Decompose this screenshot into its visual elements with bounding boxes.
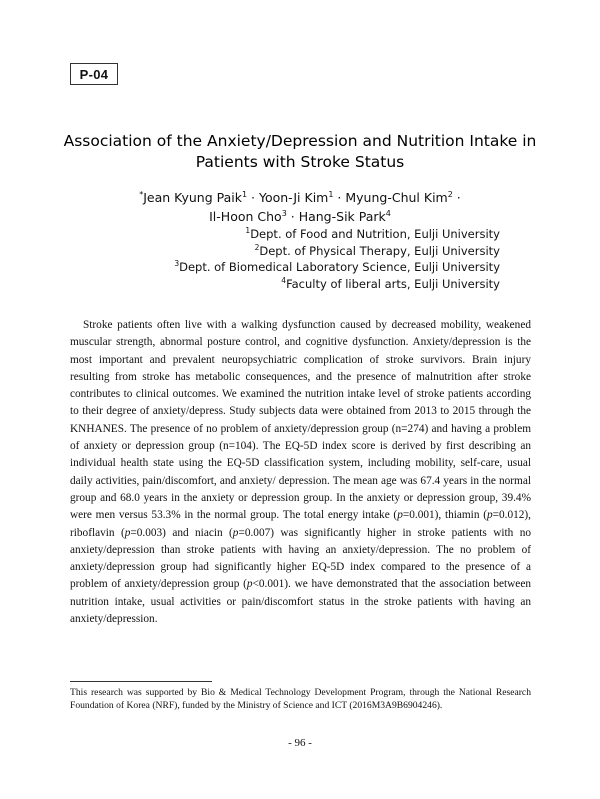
title-line-1: Association of the Anxiety/Depression and Nutrition Intake in (63, 132, 537, 150)
author-separator: · (452, 190, 461, 205)
funding-footnote: This research was supported by Bio & Medical Technology Development Program, through the National Research Foundation of Korea (NRF), funded by the Ministry of Science and ICT (2016M3A9B6904246). (70, 687, 531, 711)
author-name: Yoon-Ji Kim (258, 190, 329, 205)
corresponding-mark: * (139, 189, 144, 199)
affiliation-item: $^2$Dept. of Physical Therapy, Eulji University (254, 242, 500, 258)
author-name: Il-Hoon Cho (209, 209, 282, 224)
author-line-1 (100, 188, 500, 207)
poster-code-badge: P-04 (70, 63, 118, 85)
author-affiliation-sup: 4 (385, 208, 391, 218)
footnote-divider (70, 681, 212, 682)
author-list (100, 188, 500, 226)
title-line-2: Patients with Stroke Status (195, 153, 405, 171)
page-number: - 96 - (288, 737, 312, 749)
author-name: Jean Kyung Paik (143, 190, 242, 205)
affiliation-item: $^1$Dept. of Food and Nutrition, Eulji University (245, 226, 500, 241)
author-affiliation-sup: 3 (281, 208, 287, 218)
author-separator: · (333, 190, 346, 205)
author-separator: · (247, 190, 259, 205)
abstract-body: Stroke patients often live with a walking dysfunction caused by decreased mobility, weakened muscular strength, abnormal posture control, and cognitive dysfunction. Anxiety/depression is the most important and prevalent neuropsychiatric complication of stroke survivors. Brain injury resulting from stroke has metabolic consequences, and the presence of malnutrition after stroke contributes to clinical outcomes. We examined the nutrition intake level of stroke patients according to their degree of anxiety/depress. Study subjects data were obtained from 2013 to 2015 through the KNHANES. The presence of no problem of anxiety/depression group (n=274) and having a problem of anxiety or depression group (n=104). The EQ-5D index score is derived by first describing an individual health state using the EQ-5D classification system, including mobility, self-care, usual daily activities, pain/discomfort, and anxiety/ depression. The mean age was 67.4 years in the normal group and 68.0 years in the anxiety or depression group. In the anxiety or depression group, 39.4% were men versus 53.3% in the normal group. The total energy intake (p=0.001), thiamin (p=0.012), riboflavin (p=0.003) and niacin (p=0.007) was significantly higher in stroke patients with no anxiety/depression than stroke patients with having an anxiety/depression. The no problem of anxiety/depression group had significantly higher EQ-5D index compared to the presence of a problem of anxiety/depression group (p<0.001). we have demonstrated that the association between nutrition intake, usual activities or pain/discomfort status in the stroke patients with having an anxiety/depression. (70, 319, 531, 626)
author-name: Hang-Sik Park (298, 209, 386, 224)
author-line-2 (100, 207, 500, 226)
affiliation-list (100, 226, 500, 292)
author-affiliation-sup: 1 (328, 189, 334, 199)
affiliation-item: $^3$Dept. of Biomedical Laboratory Science, Eulji University (174, 259, 500, 274)
paper-title (60, 131, 540, 173)
affiliation-item: $^4$Faculty of liberal arts, Eulji University (281, 275, 500, 291)
author-name: Myung-Chul Kim (345, 190, 448, 205)
author-affiliation-sup: 1 (241, 189, 248, 199)
author-affiliation-sup: 2 (447, 189, 453, 199)
author-separator: · (286, 209, 299, 224)
